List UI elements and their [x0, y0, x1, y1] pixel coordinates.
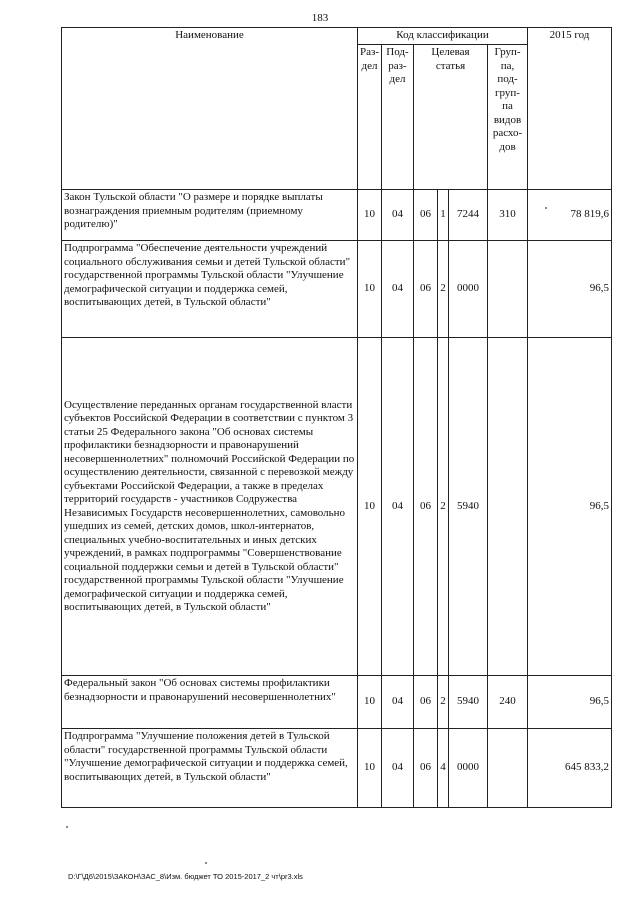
scan-speck: [66, 826, 68, 828]
row-section: 10: [358, 676, 382, 729]
row-target-part3: 5940: [449, 338, 488, 676]
row-target-part2: 4: [438, 729, 449, 808]
row-target-part3: 0000: [449, 729, 488, 808]
table-row: [62, 338, 612, 676]
row-expense-type: 240: [488, 676, 528, 729]
row-amount: 78 819,6: [528, 190, 612, 241]
row-target-part1: 06: [414, 676, 438, 729]
row-name: Подпрограмма "Обеспечение деятельности учреждений социального обслуживания семьи и детей Тульской области" государственной программы Тульской области "Улучшение демографической ситуации и поддержка семей, воспитывающих детей, в Тульской области": [62, 241, 358, 338]
row-expense-type: [488, 338, 528, 676]
table-row: [62, 190, 612, 241]
row-subsection: 04: [382, 241, 414, 338]
row-section: 10: [358, 241, 382, 338]
budget-table: [61, 27, 612, 808]
header-row: [62, 28, 612, 45]
row-target-part2: 2: [438, 338, 449, 676]
row-expense-type: 310: [488, 190, 528, 241]
row-expense-type: [488, 241, 528, 338]
row-section: 10: [358, 729, 382, 808]
row-amount: 645 833,2: [528, 729, 612, 808]
row-target-part1: 06: [414, 241, 438, 338]
row-target-part2: 2: [438, 676, 449, 729]
row-expense-type: [488, 729, 528, 808]
header-name: Наименование: [62, 28, 358, 190]
file-path-footer: D:\Г\Д6\2015\ЗАКОН\ЗАС_8\Изм. бюджет ТО 2015-2017_2 чт\pr3.xls: [68, 872, 303, 881]
scan-speck: [545, 207, 547, 209]
row-target-part1: 06: [414, 190, 438, 241]
table-row: [62, 241, 612, 338]
row-amount: 96,5: [528, 338, 612, 676]
row-target-part3: 7244: [449, 190, 488, 241]
header-section: Раз-дел: [358, 45, 382, 190]
row-subsection: 04: [382, 190, 414, 241]
table-row: [62, 729, 612, 808]
row-target-part1: 06: [414, 729, 438, 808]
page-number: 183: [311, 12, 329, 24]
row-name: Закон Тульской области "О размере и порядке выплаты вознаграждения приемным родителям (приемному родителю)": [62, 190, 358, 241]
header-code-group: Код классификации: [358, 28, 528, 45]
row-name: Федеральный закон "Об основах системы профилактики безнадзорности и правонарушений несовершеннолетних": [62, 676, 358, 729]
row-target-part2: 1: [438, 190, 449, 241]
row-target-part3: 0000: [449, 241, 488, 338]
row-target-part3: 5940: [449, 676, 488, 729]
row-target-part1: 06: [414, 338, 438, 676]
row-amount: 96,5: [528, 241, 612, 338]
row-name: Осуществление переданных органам государственной власти субъектов Российской Федерации в соответствии с пунктом 3 статьи 25 Федерального закона "Об основах системы профилактики безнадзорности и правонарушений несовершеннолетних" полномочий Российской Федерации по осуществлению деятельности, связанной с перевозкой между субъектами Российской Федерации, а также в пределах территорий государств - участников Содружества Независимых Государств несовершеннолетних, самовольно ушедших из семей, детских домов, школ-интернатов, специальных учебно-воспитательных и иных детских учреждений, в рамках подпрограммы "Совершенствование социальной поддержки семьи и детей в Тульской области" государственной программы Тульской области "Улучшение демографической ситуации и поддержка семей, воспитывающих детей, в Тульской области": [62, 338, 358, 676]
header-subsection: Под-раз-дел: [382, 45, 414, 190]
scan-speck: [205, 862, 207, 864]
row-name: Подпрограмма "Улучшение положения детей в Тульской области" государственной программы Тульской области "Улучшение демографической ситуации и поддержка семей, воспитывающих детей, в Тульской области": [62, 729, 358, 808]
row-target-part2: 2: [438, 241, 449, 338]
row-section: 10: [358, 190, 382, 241]
table-row: [62, 676, 612, 729]
header-year: 2015 год: [528, 28, 612, 190]
row-section: 10: [358, 338, 382, 676]
header-expense-group: Груп-па, под-груп-па видов расхо-дов: [488, 45, 528, 190]
row-subsection: 04: [382, 729, 414, 808]
row-subsection: 04: [382, 338, 414, 676]
row-subsection: 04: [382, 676, 414, 729]
header-target-article: Целевая статья: [414, 45, 488, 190]
row-amount: 96,5: [528, 676, 612, 729]
